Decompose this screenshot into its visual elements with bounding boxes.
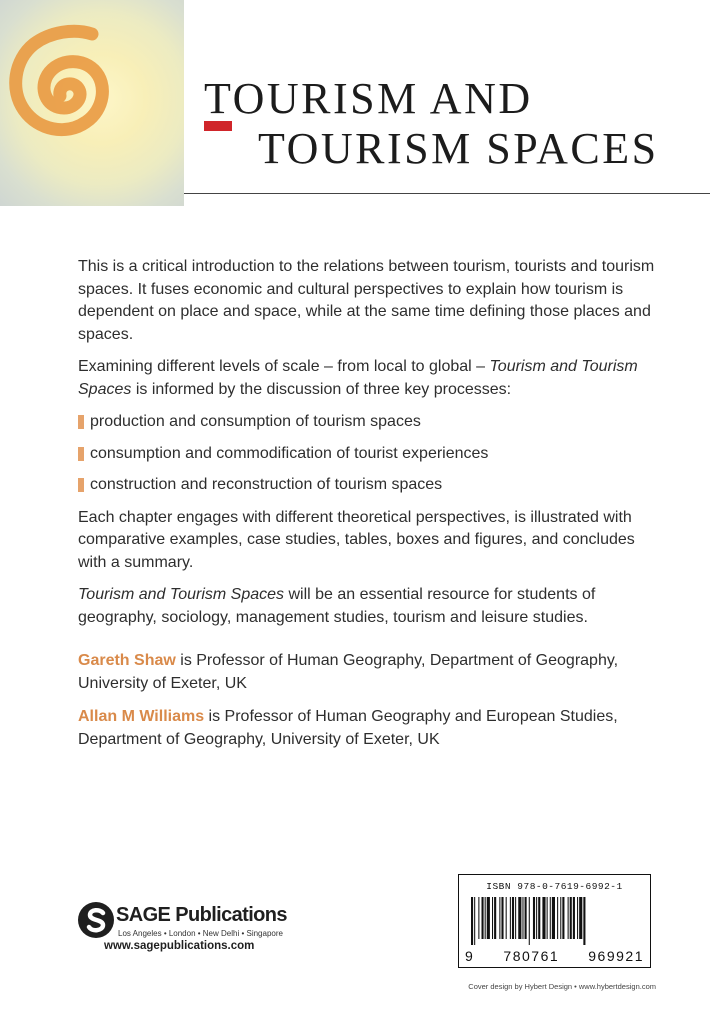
key-processes-list: [78, 411, 658, 497]
barcode-bar: [579, 897, 582, 939]
publisher-cities: Los Angeles • London • New Delhi • Singapore: [118, 929, 283, 938]
bullet-square-icon: [78, 478, 84, 492]
publisher-block: [78, 902, 318, 962]
blurb-paragraph-2: [78, 356, 658, 401]
barcode-bar: [478, 897, 479, 939]
title-rule: [184, 193, 710, 194]
barcode-bar: [550, 897, 551, 939]
barcode-bar: [506, 897, 507, 939]
barcode-bar: [557, 897, 558, 939]
author-name: Allan M Williams: [78, 708, 205, 725]
barcode-bar: [474, 897, 475, 945]
barcode-digits: [465, 948, 644, 964]
barcode-bar: [518, 897, 521, 939]
isbn-text: ISBN 978-0-7619-6992-1: [486, 881, 623, 892]
blurb-paragraph-4-tail: will be an essential resource for students of geography, sociology, management studies, tourism and leisure studies.: [78, 586, 596, 626]
barcode-digit-group: 9: [465, 948, 475, 964]
barcode-bar: [533, 897, 535, 939]
barcode-bar: [499, 897, 500, 939]
author-bio-text: is Professor of Human Geography and European Studies, Department of Geography, University of Exeter, UK: [78, 708, 618, 748]
book-title: [204, 74, 659, 174]
author-name: Gareth Shaw: [78, 652, 176, 669]
barcode-bar: [542, 897, 545, 939]
barcode-bar: [538, 897, 540, 939]
list-item-text: construction and reconstruction of tourism spaces: [90, 476, 443, 493]
title-line-2: TOURISM SPACES: [258, 124, 659, 173]
barcode-bar: [487, 897, 490, 939]
barcode-bar: [525, 897, 527, 939]
barcode-digit-group: 780761: [503, 948, 560, 964]
barcode-bar: [494, 897, 496, 939]
cover-design-credit: Cover design by Hybert Design • www.hybertdesign.com: [468, 982, 656, 991]
blurb: [78, 256, 658, 639]
barcode-bar: [485, 897, 486, 939]
barcode-bar: [562, 897, 564, 939]
barcode-bar: [583, 897, 585, 945]
list-item: [78, 411, 658, 434]
author-bio-text: is Professor of Human Geography, Department of Geography, University of Exeter, UK: [78, 652, 619, 692]
barcode-bar: [482, 897, 484, 939]
blurb-paragraph-2-tail: is informed by the discussion of three key processes:: [131, 380, 512, 398]
list-item-text: production and consumption of tourism spaces: [90, 413, 421, 430]
barcode-bar: [577, 897, 578, 939]
book-title-italic: Tourism and Tourism Spaces: [78, 586, 285, 603]
swirl-icon: [0, 0, 184, 206]
cover-swirl-artwork: [0, 0, 184, 206]
bullet-square-icon: [78, 415, 84, 429]
barcode-bar: [501, 897, 503, 939]
list-item: [78, 443, 658, 466]
author-bio: [78, 650, 658, 695]
barcode-bars: [469, 897, 641, 945]
blurb-paragraph-2-lead: Examining different levels of scale – from local to global –: [78, 358, 490, 375]
blurb-paragraph-4: [78, 584, 658, 629]
list-item-text: consumption and commodification of tourist experiences: [90, 444, 489, 462]
barcode-bar: [510, 897, 511, 939]
barcode-bar: [547, 897, 548, 939]
sage-s-icon: [78, 902, 114, 938]
book-title-italic: Tourism and Tourism Spaces: [78, 358, 638, 398]
barcode-bar: [570, 897, 572, 939]
barcode-bar: [512, 897, 514, 939]
barcode-bar: [568, 897, 569, 939]
title-line-1: TOURISM AND: [204, 74, 533, 123]
author-bios: [78, 650, 658, 762]
barcode-bar: [492, 897, 493, 939]
barcode-bar: [529, 897, 530, 945]
swirl-path: [16, 31, 103, 129]
sage-logo-icon: [78, 902, 114, 938]
blurb-paragraph-3: Each chapter engages with different theoretical perspectives, is illustrated with comparative examples, case studies, tables, boxes and figures, and concludes with a summary.: [78, 508, 635, 571]
isbn-barcode: [458, 874, 651, 968]
barcode-bar: [573, 897, 575, 939]
barcode-bar: [536, 897, 537, 939]
bullet-square-icon: [78, 447, 84, 461]
barcode-bar: [560, 897, 561, 939]
barcode-bar: [471, 897, 473, 945]
list-item: [78, 474, 658, 497]
author-bio: [78, 706, 658, 751]
barcode-digit-group: 969921: [588, 948, 644, 964]
publisher-url: www.sagepublications.com: [104, 940, 255, 952]
publisher-name: SAGE Publications: [116, 904, 287, 926]
blurb-paragraph-1: This is a critical introduction to the relations between tourism, tourists and tourism spaces. It fuses economic and cultural perspectives to explain how tourism is dependent on place and space, while at the same time defining those places and spaces.: [78, 258, 655, 343]
barcode-bar: [552, 897, 555, 939]
barcode-bar: [522, 897, 523, 939]
barcode-bar: [515, 897, 516, 939]
